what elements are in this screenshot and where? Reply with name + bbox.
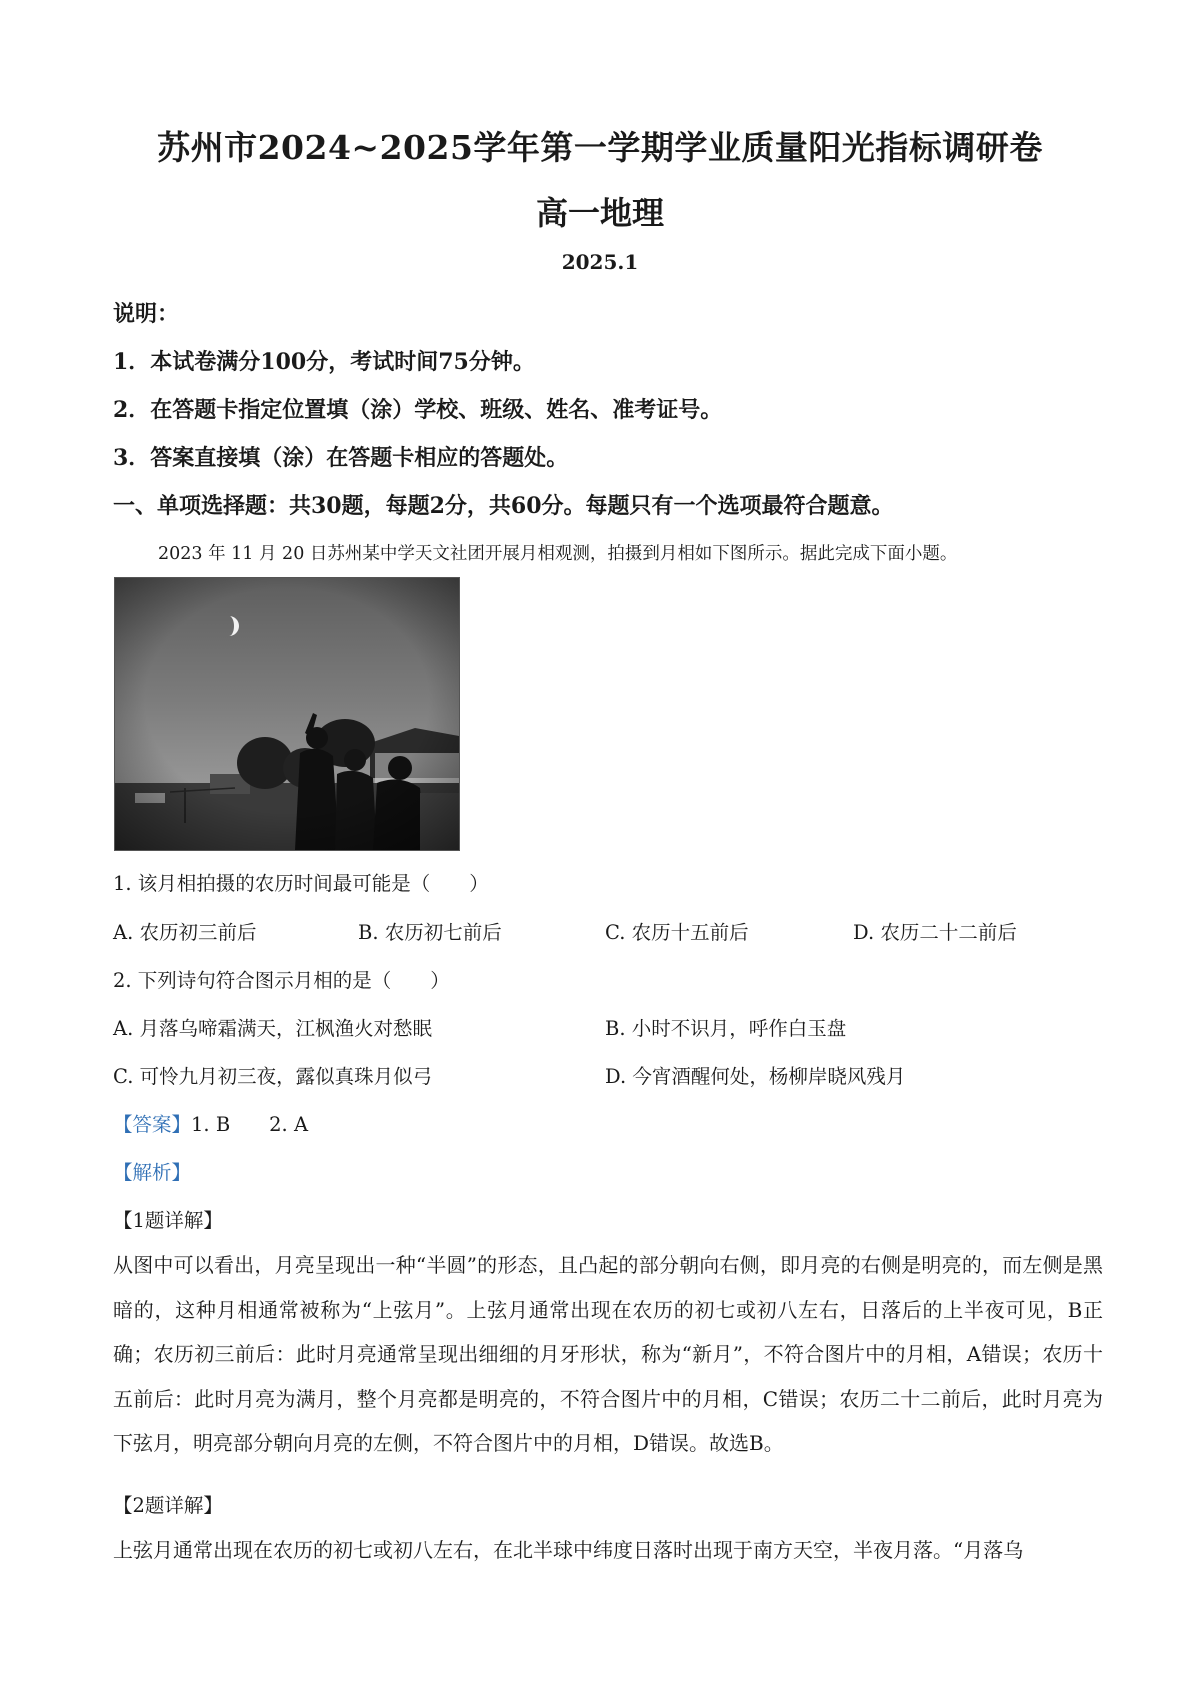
instruction-item-3: 3．答案直接填（涂）在答题卡相应的答题处。 xyxy=(113,445,569,471)
analysis-label: 【解析】 xyxy=(113,1161,192,1184)
question-2-stem: 2. 下列诗句符合图示月相的是（ ） xyxy=(113,969,450,992)
section-heading: 一、单项选择题：共30题，每题2分，共60分。每题只有一个选项最符合题意。 xyxy=(113,493,894,519)
question-2-option-d: D. 今宵酒醒何处，杨柳岸晓风残月 xyxy=(605,1065,906,1088)
section-intro: 2023 年 11 月 20 日苏州某中学天文社团开展月相观测，拍摄到月相如下图所示。据此完成下面小题。 xyxy=(158,544,958,564)
q2-analysis-text: 上弦月通常出现在农历的初七或初八左右，在北半球中纬度日落时出现于南方天空，半夜月落。“月落乌 xyxy=(113,1538,1024,1562)
exam-title: 苏州市2024~2025学年第一学期学业质量阳光指标调研卷 xyxy=(157,128,1043,167)
question-2-option-b: B. 小时不识月，呼作白玉盘 xyxy=(605,1017,847,1040)
q1-analysis-heading: 【1题详解】 xyxy=(113,1209,223,1232)
answer-values: 1. B 2. A xyxy=(191,1113,309,1136)
q2-analysis-heading: 【2题详解】 xyxy=(113,1494,223,1517)
exam-date: 2025.1 xyxy=(561,250,639,274)
question-1-option-a: A. 农历初三前后 xyxy=(113,921,257,944)
q1-analysis-text: 从图中可以看出，月亮呈现出一种“半圆”的形态，且凸起的部分朝向右侧，即月亮的右侧是明亮的，而左侧是黑暗的，这种月相通常被称为“上弦月”。上弦月通常出现在农历的初七或初八左右，日落后的上半夜可见，B正确；农历初三前后：此时月亮通常呈现出细细的月牙形状，称为“新月”，不符合图片中的月相，A错误；农历十五前后：此时月亮为满月，整个月亮都是明亮的，不符合图片中的月相，C错误；农历二十二前后，此时月亮为下弦月，明亮部分朝向月亮的左侧，不符合图片中的月相，D错误。故选B。 xyxy=(113,1253,1103,1456)
instruction-item-2: 2．在答题卡指定位置填（涂）学校、班级、姓名、准考证号。 xyxy=(113,397,723,423)
question-2-option-a: A. 月落乌啼霜满天，江枫渔火对愁眠 xyxy=(113,1017,432,1040)
question-1-option-d: D. 农历二十二前后 xyxy=(853,921,1017,944)
answer-label: 【答案】 xyxy=(113,1113,192,1136)
question-2-option-c: C. 可怜九月初三夜，露似真珠月似弓 xyxy=(113,1065,433,1088)
instruction-item-1: 1．本试卷满分100分，考试时间75分钟。 xyxy=(113,349,535,375)
moon-phase-photo xyxy=(114,577,460,851)
answer-line xyxy=(113,1109,308,1137)
instructions-heading: 说明： xyxy=(113,301,180,327)
question-1-option-c: C. 农历十五前后 xyxy=(605,921,749,944)
question-1-stem: 1. 该月相拍摄的农历时间最可能是（ ） xyxy=(113,872,489,895)
exam-subject: 高一地理 xyxy=(535,194,664,232)
question-1-option-b: B. 农历初七前后 xyxy=(358,921,502,944)
